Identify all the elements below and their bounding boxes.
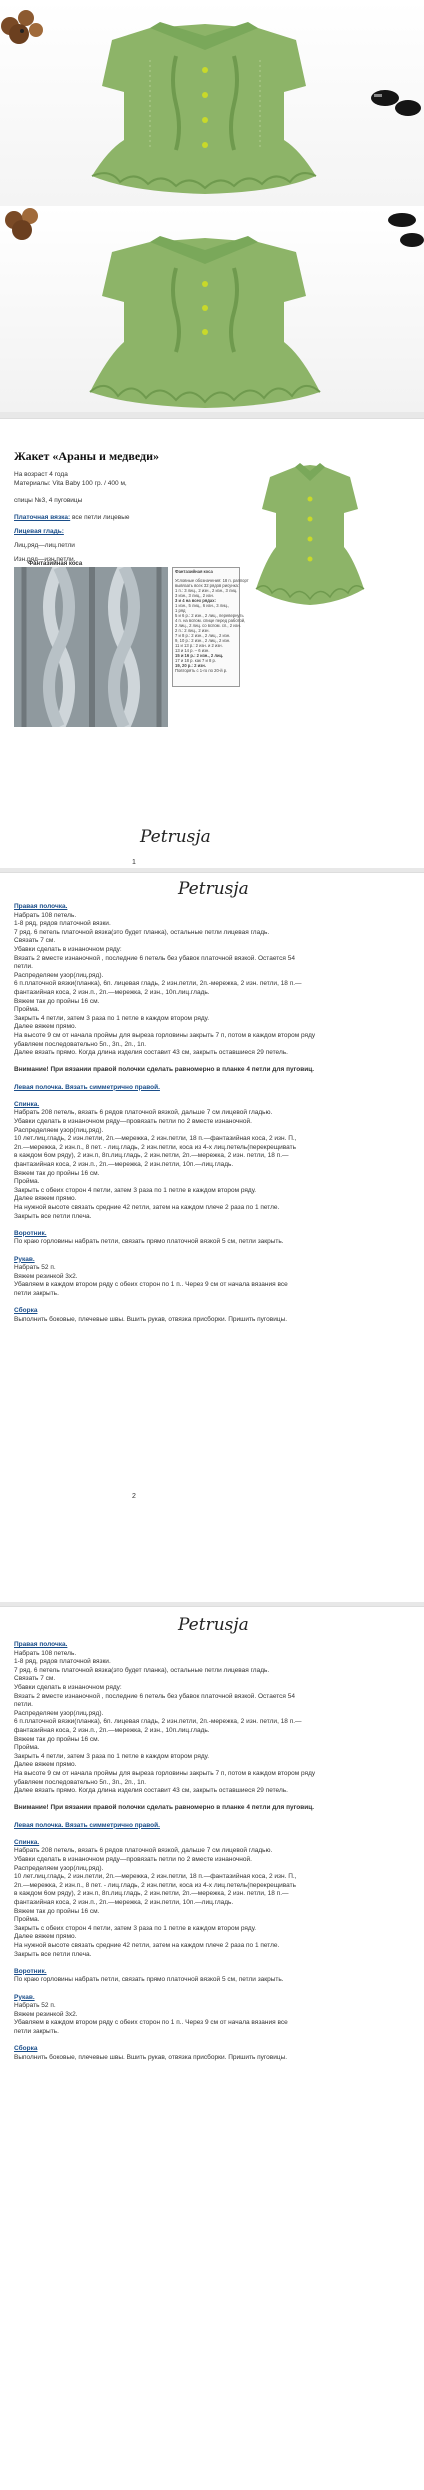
chart-line: 7 и 8 р.: 2 изн., 2 лиц., 2 изн.: [175, 633, 231, 638]
jacket-thumbnail: [250, 459, 370, 619]
instruction-line: Закрыть с обеих сторон 4 петли, затем 3 раза по 1 петле в каждом втором ряду.: [14, 1924, 257, 1932]
section-heading: Воротник.: [14, 1967, 47, 1975]
section-heading: Спинка.: [14, 1100, 40, 1108]
instruction-line: петли закрыть.: [14, 2028, 59, 2035]
material-text: Материалы: Vita Baby 100 гр. / 400 м,: [14, 480, 127, 487]
stockinette-line: [14, 514, 129, 522]
smooth-line-1: Лиц.ряд—лиц.петли: [14, 542, 75, 549]
instruction-line: Набрать 108 петель.: [14, 1649, 77, 1657]
instruction-line: фантазийная коса, 2 изн.п., 2п.—мережка, 2 изн., 10п.лиц.гладь.: [14, 989, 210, 996]
teddy-bear-icon: [1, 10, 43, 44]
instruction-line: 6 п.платочной вязки(планка), 6п. лицевая гладь, 2 изн.петли, 2п.-мережка, 2 изн. петли, 18 п.—: [14, 980, 302, 988]
instruction-line: Закрыть все петли плеча.: [14, 1212, 92, 1220]
chart-line: 2 лиц., 2 лиц. со вспом. сп., 2 изн.: [175, 623, 241, 628]
instruction-line: Закрыть с обеих сторон 4 петли, затем 3 раза по 1 петле в каждом втором ряду.: [14, 1186, 257, 1194]
instruction-line: 7 ряд. 6 петель платочной вязка(это будет планка), остальные петли лицевая гладь.: [14, 928, 270, 936]
section-heading: Спинка.: [14, 1838, 40, 1846]
shoes-icon: [371, 90, 421, 116]
pattern-page-3: [0, 1606, 424, 2490]
page-number: 2: [132, 1493, 136, 1500]
instruction-line: По краю горловины набрать петли, связать прямо платочной вязкой 5 см, петли закрыть.: [14, 1976, 284, 1984]
instruction-line: 7 ряд. 6 петель платочной вязка(это будет планка), остальные петли лицевая гладь.: [14, 1666, 270, 1674]
chart-line: 1 ряд: [175, 608, 186, 613]
stockinette-label: Платочная вязка:: [14, 514, 71, 521]
instruction-line: Вяжем резинкой 3х2.: [14, 1272, 78, 1280]
stockinette-text: все петли лицевые: [72, 514, 130, 521]
section-heading: Левая полочка. Вязать симметрично правой.: [14, 1821, 160, 1829]
section-heading: Правая полочка.: [14, 1641, 68, 1648]
pattern-page-1: [0, 418, 424, 869]
instruction-line: Набрать 208 петель, вязать 6 рядов платочной вязкой, дальше 7 см лицевой гладью.: [14, 1847, 273, 1855]
instruction-line: в каждом 6ом ряду), 2 изн.п, 8п.лиц.гладь, 2 изн.петли, 2п.—мережка, 2 изн. петли, 18 п.—: [14, 1152, 289, 1160]
instruction-line: Набрать 52 п.: [14, 2002, 56, 2010]
instruction-line: Набрать 108 петель.: [14, 911, 77, 919]
instruction-line: петли закрыть.: [14, 1290, 59, 1297]
instruction-line: фантазийная коса, 2 изн.п., 2п.—мережка, 2 изн., 10п.лиц.гладь.: [14, 1727, 210, 1734]
section-heading: Сборка: [14, 2045, 38, 2053]
section-heading: Воротник.: [14, 1229, 47, 1237]
instruction-line: 2п.—мережка, 2 изн.п., 8 пет. - лиц.гладь, 2 изн.петли, коса из 4-х лиц.петель(перекрещивать: [14, 1881, 296, 1889]
chart-line: 2 п.: 2 лиц., 2 изн.: [175, 628, 210, 633]
instruction-line: петли.: [14, 963, 33, 971]
product-photo-front: [0, 0, 424, 206]
cable-swatch-image: [14, 567, 168, 727]
chart-line: 5 и 6 р.: 2 изн., 2 лиц., перевернуть: [175, 613, 244, 618]
section-heading: Левая полочка. Вязать симметрично правой.: [14, 1083, 160, 1091]
jacket-photo-2: [0, 206, 424, 412]
chart-line: 13 и 14 р. – 6 изн.: [175, 648, 210, 653]
chart-title: Фантазийная коса: [175, 569, 213, 574]
instruction-line: петли.: [14, 1701, 33, 1709]
instruction-line: Пройма.: [14, 1178, 40, 1186]
instruction-line: 2п.—мережка, 2 изн.п., 8 пет. - лиц.гладь, 2 изн.петли, коса из 4-х лиц.петель(перекрещивать: [14, 1143, 296, 1151]
chart-line: 1 п.: 3 лиц., 2 изн., 2 изн., 3 лиц.: [175, 588, 238, 593]
product-photo-angle: [0, 206, 424, 412]
instruction-line: Убавки сделать в изнаночном ряду:: [14, 1684, 122, 1691]
chart-line: 3 и 4 на всех рядах:: [175, 598, 216, 603]
instruction-line: По краю горловины набрать петли, связать прямо платочной вязкой 5 см, петли закрыть.: [14, 1238, 284, 1246]
needles-text: спицы №3, 4 пуговицы: [14, 497, 83, 504]
instruction-line: Убавки сделать в изнаночном ряду—провязать петли по 2 вместе изнаночной.: [14, 1118, 252, 1125]
instruction-line: Распределяем узор(лиц.ряд).: [14, 1709, 104, 1717]
instruction-line: убавляем последовательно 5п., 3п., 2п., 1п.: [14, 1778, 147, 1786]
smooth-label: Лицевая гладь:: [14, 528, 64, 535]
instruction-line: Пройма.: [14, 1916, 40, 1924]
instruction-line: убавляем последовательно 5п., 3п., 2п., 1п.: [14, 1040, 147, 1048]
instruction-line: Убавки сделать в изнаночном ряду:: [14, 946, 122, 953]
instruction-line: Набрать 208 петель, вязать 6 рядов платочной вязкой, дальше 7 см лицевой гладью.: [14, 1109, 273, 1117]
signature: Petrusja: [178, 1615, 249, 1635]
instruction-line: Убавляем в каждом втором ряду с обеих сторон по 1 п.. Через 9 см от начала вязания все: [14, 1281, 288, 1289]
instruction-line: Убавки сделать в изнаночном ряду—провязать петли по 2 вместе изнаночной.: [14, 1856, 252, 1863]
page-number: 1: [132, 859, 136, 866]
chart-line: 17 и 18 р. как 7 и 8 р.: [175, 658, 217, 663]
smooth-line-2: Изн.ряд—изн.петли.: [14, 556, 76, 563]
instruction-line: Связать 7 см.: [14, 1675, 56, 1683]
chart-line: 3 изн., 3 лиц., 2 изн.: [175, 593, 214, 598]
pattern-page-2: [0, 872, 424, 1603]
instruction-line: Распределяем узор(лиц.ряд).: [14, 1864, 104, 1872]
instruction-line: Далее вяжем прямо.: [14, 1195, 77, 1203]
chart-line: 9, 10 р.: 2 изн., 2 лиц., 2 изн.: [175, 638, 231, 643]
chart-line: вывязать всех 32 рядов рисунка:: [175, 583, 239, 588]
section-heading: Правая полочка.: [14, 903, 68, 910]
instruction-line: Вяжем так до пройны 16 см.: [14, 1907, 100, 1915]
instruction-line: Набрать 52 п.: [14, 1264, 56, 1272]
instruction-line: На высоте 9 см от начала проймы для выреза горловины закрыть 7 п, потом в каждом втором ряду: [14, 1770, 316, 1777]
instruction-line: Выполнить боковые, плечевые швы. Вшить рукав, отвязка присборки. Пришить пуговицы.: [14, 2053, 288, 2061]
signature: Petrusja: [140, 827, 211, 847]
instruction-line: фантазийная коса, 2 изн.п., 2п.—мережка, 2 изн.петли, 10п.—лиц.гладь.: [14, 1899, 234, 1906]
instruction-line: Закрыть 4 петли, затем 3 раза по 1 петле в каждом втором ряду.: [14, 1752, 210, 1760]
instruction-line: 10 лет.лиц.гладь, 2 изн.петли, 2п.—мережка, 2 изн.петли, 18 п.—фантазийная коса, 2 изн. П.,: [14, 1135, 297, 1143]
instruction-line: 1-8 ряд, рядов платочной вязки.: [14, 1658, 111, 1666]
instruction-line: Пройма.: [14, 1744, 40, 1752]
instruction-line: Связать 7 см.: [14, 937, 56, 945]
instruction-line: Вяжем так до пройны 16 см.: [14, 1169, 100, 1177]
instruction-line: Далее вязать прямо. Когда длина изделия составит 43 см, закрыть оставшиеся 29 петель.: [14, 1049, 288, 1057]
instruction-line: На высоте 9 см от начала проймы для выреза горловины закрыть 7 п, потом в каждом втором ряду: [14, 1032, 316, 1039]
chart-line: 19, 20 р.: 2 изн.: [175, 663, 206, 668]
cable-swatch-photo: [14, 567, 168, 727]
instruction-line: 6 п.платочной вязки(планка), 6п. лицевая гладь, 2 изн.петли, 2п.-мережка, 2 изн. петли, 18 п.—: [14, 1718, 302, 1726]
instruction-line: в каждом 6ом ряду), 2 изн.п, 8п.лиц.гладь, 2 изн.петли, 2п.—мережка, 2 изн. петли, 18 п.—: [14, 1890, 289, 1898]
instruction-line: Распределяем узор(лиц.ряд).: [14, 971, 104, 979]
instruction-line: Вяжем так до пройны 16 см.: [14, 997, 100, 1005]
instruction-line: Вяжем резинкой 3х2.: [14, 2010, 78, 2018]
instruction-line: Убавляем в каждом втором ряду с обеих сторон по 1 п.. Через 9 см от начала вязания все: [14, 2019, 288, 2027]
teddy-bear-icon: [5, 208, 38, 240]
instruction-line: Вяжем так до пройны 16 см.: [14, 1735, 100, 1743]
instruction-line: 10 лет.лиц.гладь, 2 изн.петли, 2п.—мережка, 2 изн.петли, 18 п.—фантазийная коса, 2 изн. П.,: [14, 1873, 297, 1881]
cable-caption: Фантазийная коса: [28, 561, 83, 567]
section-heading: Рукав.: [14, 1255, 35, 1263]
instruction-line: Внимание! При вязании правой полочки сделать равномерно в планке 4 петли для пуговиц.: [14, 1804, 315, 1812]
instruction-line: Далее вяжем прямо.: [14, 1761, 77, 1769]
instruction-line: Далее вяжем прямо.: [14, 1933, 77, 1941]
chart-line: 1 изн., 5 лиц., 6 изн., 3 лиц.,: [175, 603, 230, 608]
instruction-line: Внимание! При вязании правой полочки сделать равномерно в планке 4 петли для пуговиц.: [14, 1066, 315, 1074]
chart-line: 11 и 13 р.: 2 изн. и 2 изн.: [175, 643, 223, 648]
jacket-photo-1: [0, 0, 424, 206]
instruction-line: 1-8 ряд, рядов платочной вязки.: [14, 920, 111, 928]
instruction-line: Далее вяжем прямо.: [14, 1023, 77, 1031]
chart-line: 4 п. на вспом. спице перед работой,: [175, 618, 246, 623]
instruction-line: На нужной высоте связать средние 42 петли, затем на каждом плече 2 раза по 1 петле.: [14, 1942, 280, 1949]
section-heading: Рукав.: [14, 1993, 35, 2001]
instruction-line: Выполнить боковые, плечевые швы. Вшить рукав, отвязка присборки. Пришить пуговицы.: [14, 1315, 288, 1323]
instruction-line: Вязать 2 вместе изнаночной , последние 6 петель без убавок платочной вязкой. Остается 54: [14, 954, 295, 962]
instruction-line: На нужной высоте связать средние 42 петли, затем на каждом плече 2 раза по 1 петле.: [14, 1204, 280, 1211]
pattern-chart-legend: [172, 567, 249, 687]
chart-line: 15 и 16 р.: 2 изн., 2 лиц.: [175, 653, 224, 658]
instruction-line: Далее вязать прямо. Когда длина изделия составит 43 см, закрыть оставшиеся 29 петель.: [14, 1787, 288, 1795]
instruction-line: Закрыть все петли плеча.: [14, 1950, 92, 1958]
page-title: Жакет «Араны и медведи»: [14, 449, 159, 463]
instruction-line: Закрыть 4 петли, затем 3 раза по 1 петле в каждом втором ряду.: [14, 1014, 210, 1022]
chart-line: Условные обозначения: 18 п. раппорт: [175, 578, 249, 583]
section-heading: Сборка: [14, 1307, 38, 1315]
signature: Petrusja: [178, 879, 249, 899]
instruction-line: Вязать 2 вместе изнаночной , последние 6 петель без убавок платочной вязкой. Остается 54: [14, 1692, 295, 1700]
instruction-line: фантазийная коса, 2 изн.п., 2п.—мережка, 2 изн.петли, 10п.—лиц.гладь.: [14, 1161, 234, 1168]
instruction-line: Распределяем узор(лиц.ряд).: [14, 1126, 104, 1134]
chart-line: Повторять с 1-го по 20-й р.: [175, 668, 228, 673]
age-text: На возраст 4 года: [14, 471, 68, 478]
shoes-icon: [388, 213, 424, 247]
instruction-line: Пройма.: [14, 1006, 40, 1014]
